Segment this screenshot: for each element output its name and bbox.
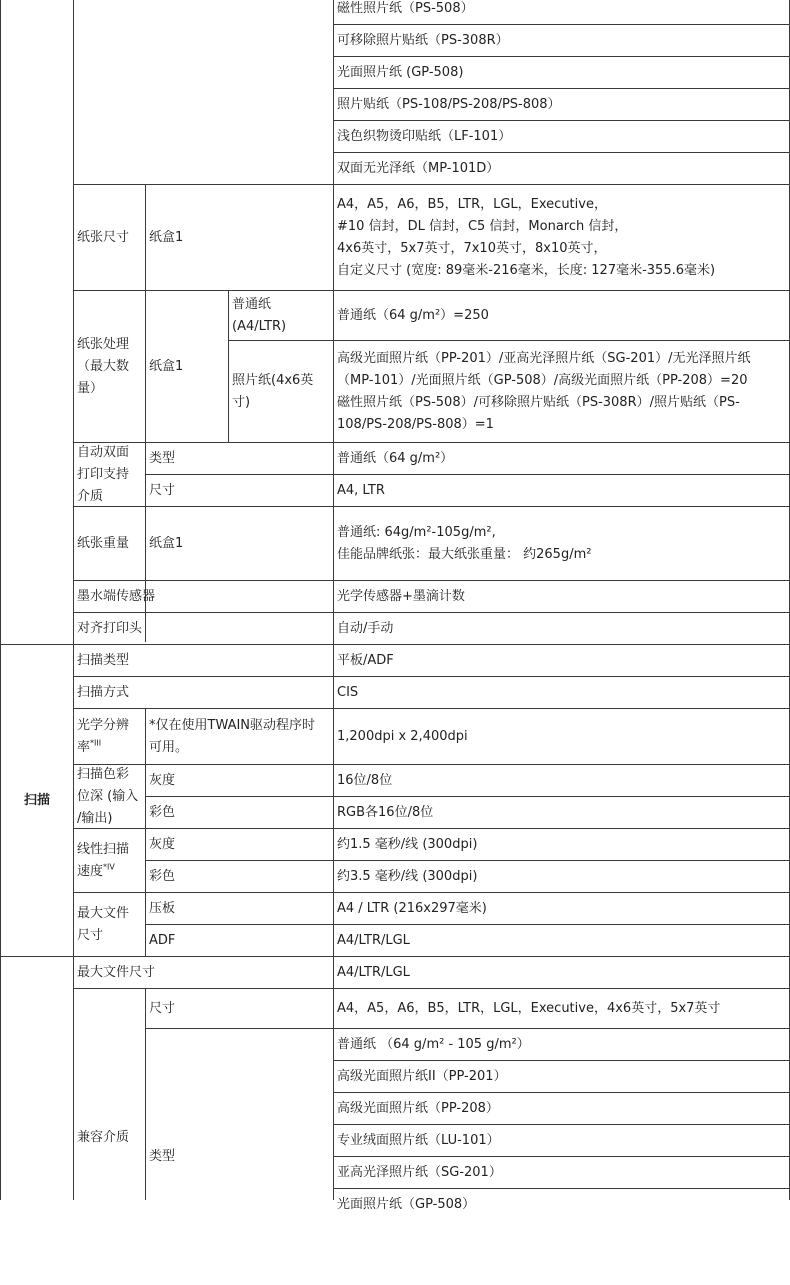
- max-doc-platen-label: 压板: [149, 901, 176, 916]
- compat-size-label: 尺寸: [149, 1001, 176, 1016]
- media-item: 照片贴纸（PS-108/PS-208/PS-808）: [337, 97, 561, 112]
- duplex-size-label: 尺寸: [149, 483, 176, 498]
- compat-size-value: A4，A5，A6，B5，LTR，LGL，Executive，4x6英寸，5x7英寸: [337, 1001, 721, 1016]
- line-speed-color-label: 彩色: [149, 869, 176, 884]
- compat-type-item: 亚高光泽照片纸（SG-201）: [337, 1165, 502, 1180]
- paper-weight-label: 纸张重量: [77, 536, 130, 551]
- plain-paper-label: 普通纸 (A4/LTR): [232, 297, 287, 334]
- copy-max-doc-label: 最大文件尺寸: [77, 965, 156, 980]
- color-depth-gray-label: 灰度: [149, 773, 176, 788]
- paper-weight-source: 纸盒1: [149, 536, 184, 551]
- line-speed-label-text: 线性扫描 速度: [77, 842, 130, 879]
- plain-paper-value: 普通纸（64 g/m²）=250: [337, 308, 489, 323]
- compat-media-label: 兼容介质: [77, 1129, 130, 1145]
- section-scan-label: 扫描: [23, 792, 50, 808]
- line-speed-label: [74, 829, 145, 892]
- max-doc-label: 最大文件 尺寸: [77, 906, 130, 943]
- max-doc-adf-label: ADF: [149, 933, 176, 948]
- paper-size-source: 纸盒1: [149, 230, 184, 245]
- optical-res-footnote: *III: [90, 738, 102, 748]
- scan-method-label: 扫描方式: [77, 685, 130, 700]
- compat-type-item: 光面照片纸（GP-508）: [337, 1197, 476, 1212]
- color-depth-color-value: RGB各16位/8位: [337, 805, 434, 820]
- color-depth-gray-value: 16位/8位: [337, 773, 393, 788]
- paper-handling-label: 纸张处理 （最大数 量）: [77, 337, 130, 396]
- align-head-label: 对齐打印头: [77, 621, 143, 636]
- media-item: 可移除照片贴纸（PS-308R）: [337, 33, 509, 48]
- paper-handling-source: 纸盒1: [149, 359, 184, 374]
- compat-type-item: 专业绒面照片纸（LU-101）: [337, 1133, 500, 1148]
- media-item: 光面照片纸 (GP-508): [337, 65, 464, 80]
- duplex-type-value: 普通纸（64 g/m²）: [337, 451, 454, 466]
- scan-method-value: CIS: [337, 685, 359, 700]
- line-speed-footnote: *IV: [103, 862, 115, 872]
- copy-max-doc-value: A4/LTR/LGL: [337, 965, 410, 980]
- optical-res-note: *仅在使用TWAIN驱动程序时 可用。: [149, 718, 316, 755]
- paper-weight-value: 普通纸: 64g/m²-105g/m², 佳能品牌纸张：最大纸张重量： 约265g/m²: [337, 525, 592, 562]
- media-item: 双面无光泽纸（MP-101D）: [337, 161, 500, 176]
- optical-res-label: [74, 709, 145, 764]
- optical-res-label-text: 光学分辨 率: [77, 718, 130, 755]
- max-doc-platen-value: A4 / LTR (216x297毫米): [337, 901, 487, 916]
- photo-paper-value: 高级光面照片纸（PP-201）/亚高光泽照片纸（SG-201）/无光泽照片纸 （MP-101）/光面照片纸（GP-508）/高级光面照片纸（PP-208）=20 磁性照片纸（PS-508）/可移除照片贴纸（PS-308R）/照片贴纸（PS- 108/PS-208/PS-808）=1: [337, 351, 751, 432]
- media-item: 浅色织物烫印贴纸（LF-101）: [337, 129, 512, 144]
- optical-res-value: 1,200dpi x 2,400dpi: [337, 729, 468, 744]
- compat-type-item: 高级光面照片纸II（PP-201）: [337, 1069, 507, 1084]
- ink-sensor-value: 光学传感器+墨滴计数: [337, 589, 465, 604]
- color-depth-label: 扫描色彩 位深 (输入 /输出): [77, 767, 139, 826]
- paper-size-label: 纸张尺寸: [77, 230, 130, 245]
- compat-type-item: 高级光面照片纸（PP-208）: [337, 1101, 499, 1116]
- photo-paper-label: 照片纸(4x6英 寸): [232, 373, 314, 410]
- align-head-value: 自动/手动: [337, 621, 394, 636]
- line-speed-color-value: 约3.5 毫秒/线 (300dpi): [337, 869, 478, 884]
- duplex-label: 自动双面 打印支持 介质: [77, 445, 130, 504]
- duplex-type-label: 类型: [149, 451, 176, 466]
- ink-sensor-label: 墨水端传感器: [77, 589, 156, 604]
- line-speed-gray-label: 灰度: [149, 837, 176, 852]
- compat-type-item: 普通纸 （64 g/m² - 105 g/m²）: [337, 1037, 530, 1052]
- line-speed-gray-value: 约1.5 毫秒/线 (300dpi): [337, 837, 478, 852]
- compat-type-label: 类型: [149, 1148, 176, 1164]
- paper-size-value: A4，A5，A6，B5，LTR，LGL，Executive， #10 信封，DL 信封，C5 信封，Monarch 信封， 4x6英寸，5x7英寸，7x10英寸，8x10英寸， 自定义尺寸 (宽度: 89毫米-216毫米，长度: 127毫米-355.6毫米): [337, 197, 716, 278]
- grid-line: [0, 0, 1, 1200]
- color-depth-color-label: 彩色: [149, 805, 176, 820]
- scan-type-label: 扫描类型: [77, 653, 130, 668]
- scan-type-value: 平板/ADF: [337, 653, 394, 668]
- duplex-size-value: A4, LTR: [337, 483, 385, 498]
- max-doc-adf-value: A4/LTR/LGL: [337, 933, 410, 948]
- media-item: 磁性照片纸（PS-508）: [337, 0, 474, 16]
